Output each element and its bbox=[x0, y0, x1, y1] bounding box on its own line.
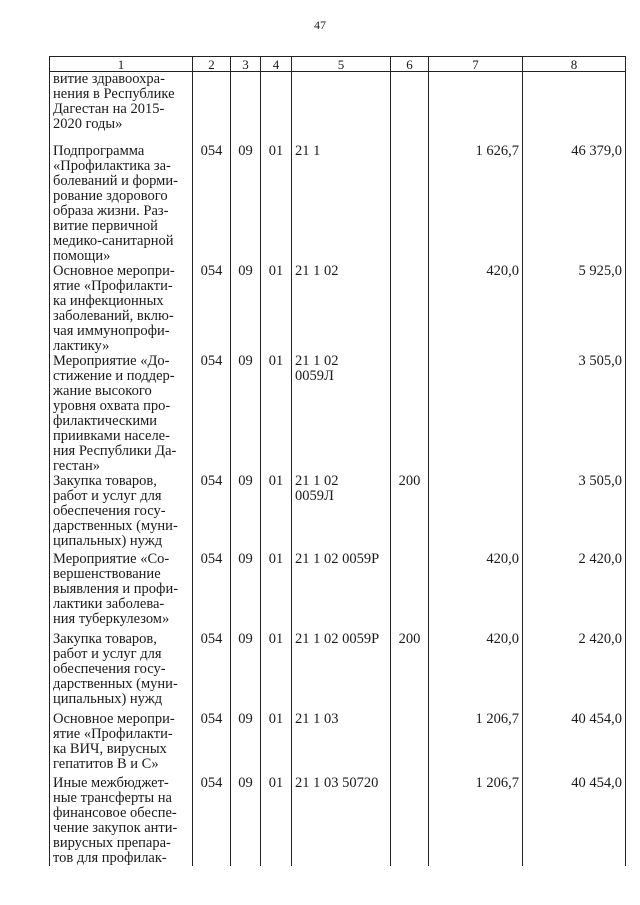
subsection-code-cell: 01 bbox=[261, 712, 292, 776]
section-code-cell: 09 bbox=[231, 144, 261, 264]
amount-col7-cell bbox=[429, 474, 523, 552]
row-name-cell: Закупка товаров, работ и услуг для обеспечения госу- дарственных (муни- ципальных) нужд bbox=[50, 632, 193, 712]
ministry-code-cell: 054 bbox=[193, 144, 231, 264]
target-article-cell: 21 1 02 bbox=[292, 264, 391, 354]
row-name-cell: Мероприятие «Со- вершенствование выявления и профи- лактики заболева- ния туберкулезом» bbox=[50, 552, 193, 632]
subsection-code-cell: 01 bbox=[261, 264, 292, 354]
ministry-code-cell: 054 bbox=[193, 632, 231, 712]
section-code-cell bbox=[231, 72, 261, 144]
amount-col8-cell: 40 454,0 bbox=[523, 712, 626, 776]
ministry-code-cell: 054 bbox=[193, 552, 231, 632]
header-row bbox=[50, 57, 626, 72]
amount-col7-cell bbox=[429, 354, 523, 474]
subsection-code-cell: 01 bbox=[261, 354, 292, 474]
amount-col8-cell: 40 454,0 bbox=[523, 776, 626, 866]
amount-col8-cell: 2 420,0 bbox=[523, 632, 626, 712]
column-header: 4 bbox=[261, 57, 292, 72]
target-article-cell bbox=[292, 72, 391, 144]
amount-col7-cell: 1 626,7 bbox=[429, 144, 523, 264]
ministry-code-cell: 054 bbox=[193, 264, 231, 354]
table-row bbox=[50, 552, 626, 632]
amount-col7-cell: 420,0 bbox=[429, 632, 523, 712]
page-number: 47 bbox=[314, 18, 326, 32]
table-row bbox=[50, 776, 626, 866]
table-row bbox=[50, 72, 626, 144]
table-row bbox=[50, 474, 626, 552]
amount-col7-cell: 420,0 bbox=[429, 264, 523, 354]
row-name-cell: Закупка товаров, работ и услуг для обеспечения госу- дарственных (муни- ципальных) нужд bbox=[50, 474, 193, 552]
table-row bbox=[50, 264, 626, 354]
table-row bbox=[50, 712, 626, 776]
subsection-code-cell: 01 bbox=[261, 776, 292, 866]
section-code-cell: 09 bbox=[231, 264, 261, 354]
expense-type-cell bbox=[391, 712, 429, 776]
target-article-cell: 21 1 03 bbox=[292, 712, 391, 776]
amount-col8-cell: 2 420,0 bbox=[523, 552, 626, 632]
column-header: 6 bbox=[391, 57, 429, 72]
ministry-code-cell: 054 bbox=[193, 776, 231, 866]
expense-type-cell bbox=[391, 776, 429, 866]
expense-type-cell bbox=[391, 552, 429, 632]
target-article-cell: 21 1 03 50720 bbox=[292, 776, 391, 866]
row-name-cell: Основное меропри- ятие «Профилакти- ка ВИЧ, вирусных гепатитов В и С» bbox=[50, 712, 193, 776]
expense-type-cell bbox=[391, 264, 429, 354]
column-header: 8 bbox=[523, 57, 626, 72]
ministry-code-cell: 054 bbox=[193, 474, 231, 552]
section-code-cell: 09 bbox=[231, 712, 261, 776]
amount-col8-cell: 46 379,0 bbox=[523, 144, 626, 264]
expense-type-cell bbox=[391, 144, 429, 264]
ministry-code-cell: 054 bbox=[193, 712, 231, 776]
table-row bbox=[50, 144, 626, 264]
amount-col8-cell: 3 505,0 bbox=[523, 354, 626, 474]
target-article-cell: 21 1 02 0059Р bbox=[292, 632, 391, 712]
section-code-cell: 09 bbox=[231, 632, 261, 712]
subsection-code-cell: 01 bbox=[261, 474, 292, 552]
subsection-code-cell: 01 bbox=[261, 552, 292, 632]
section-code-cell: 09 bbox=[231, 474, 261, 552]
row-name-cell: Иные межбюджет- ные трансферты на финансовое обеспе- чение закупок анти- вирусных препара- тов для профилак- bbox=[50, 776, 193, 866]
table-row bbox=[50, 354, 626, 474]
ministry-code-cell bbox=[193, 72, 231, 144]
column-header: 7 bbox=[429, 57, 523, 72]
row-name-cell: Основное меропри- ятие «Профилакти- ка инфекционных заболеваний, вклю- чая иммунопрофи- лактику» bbox=[50, 264, 193, 354]
amount-col7-cell bbox=[429, 72, 523, 144]
target-article-cell: 21 1 bbox=[292, 144, 391, 264]
section-code-cell: 09 bbox=[231, 776, 261, 866]
target-article-cell: 21 1 02 0059Р bbox=[292, 552, 391, 632]
row-name-cell: Подпрограмма «Профилактика за- болеваний и форми- рование здорового образа жизни. Раз- витие первичной медико-санитарной помощи» bbox=[50, 144, 193, 264]
subsection-code-cell: 01 bbox=[261, 632, 292, 712]
expense-type-cell: 200 bbox=[391, 474, 429, 552]
column-header: 2 bbox=[193, 57, 231, 72]
ministry-code-cell: 054 bbox=[193, 354, 231, 474]
expense-type-cell bbox=[391, 354, 429, 474]
amount-col7-cell: 1 206,7 bbox=[429, 712, 523, 776]
section-code-cell: 09 bbox=[231, 552, 261, 632]
amount-col7-cell: 420,0 bbox=[429, 552, 523, 632]
amount-col7-cell: 1 206,7 bbox=[429, 776, 523, 866]
expense-type-cell bbox=[391, 72, 429, 144]
row-name-cell: Мероприятие «До- стижение и поддер- жание высокого уровня охвата про- филактическими приивками населе- ния Республики Да- гестан» bbox=[50, 354, 193, 474]
amount-col8-cell: 5 925,0 bbox=[523, 264, 626, 354]
table-row bbox=[50, 632, 626, 712]
expense-type-cell: 200 bbox=[391, 632, 429, 712]
section-code-cell: 09 bbox=[231, 354, 261, 474]
column-header: 5 bbox=[292, 57, 391, 72]
column-header: 1 bbox=[50, 57, 193, 72]
row-name-cell: витие здравоохра- нения в Республике Дагестан на 2015- 2020 годы» bbox=[50, 72, 193, 144]
subsection-code-cell: 01 bbox=[261, 144, 292, 264]
column-header: 3 bbox=[231, 57, 261, 72]
target-article-cell: 21 1 02 0059Л bbox=[292, 474, 391, 552]
amount-col8-cell: 3 505,0 bbox=[523, 474, 626, 552]
subsection-code-cell bbox=[261, 72, 292, 144]
amount-col8-cell bbox=[523, 72, 626, 144]
budget-table bbox=[49, 56, 626, 866]
target-article-cell: 21 1 02 0059Л bbox=[292, 354, 391, 474]
